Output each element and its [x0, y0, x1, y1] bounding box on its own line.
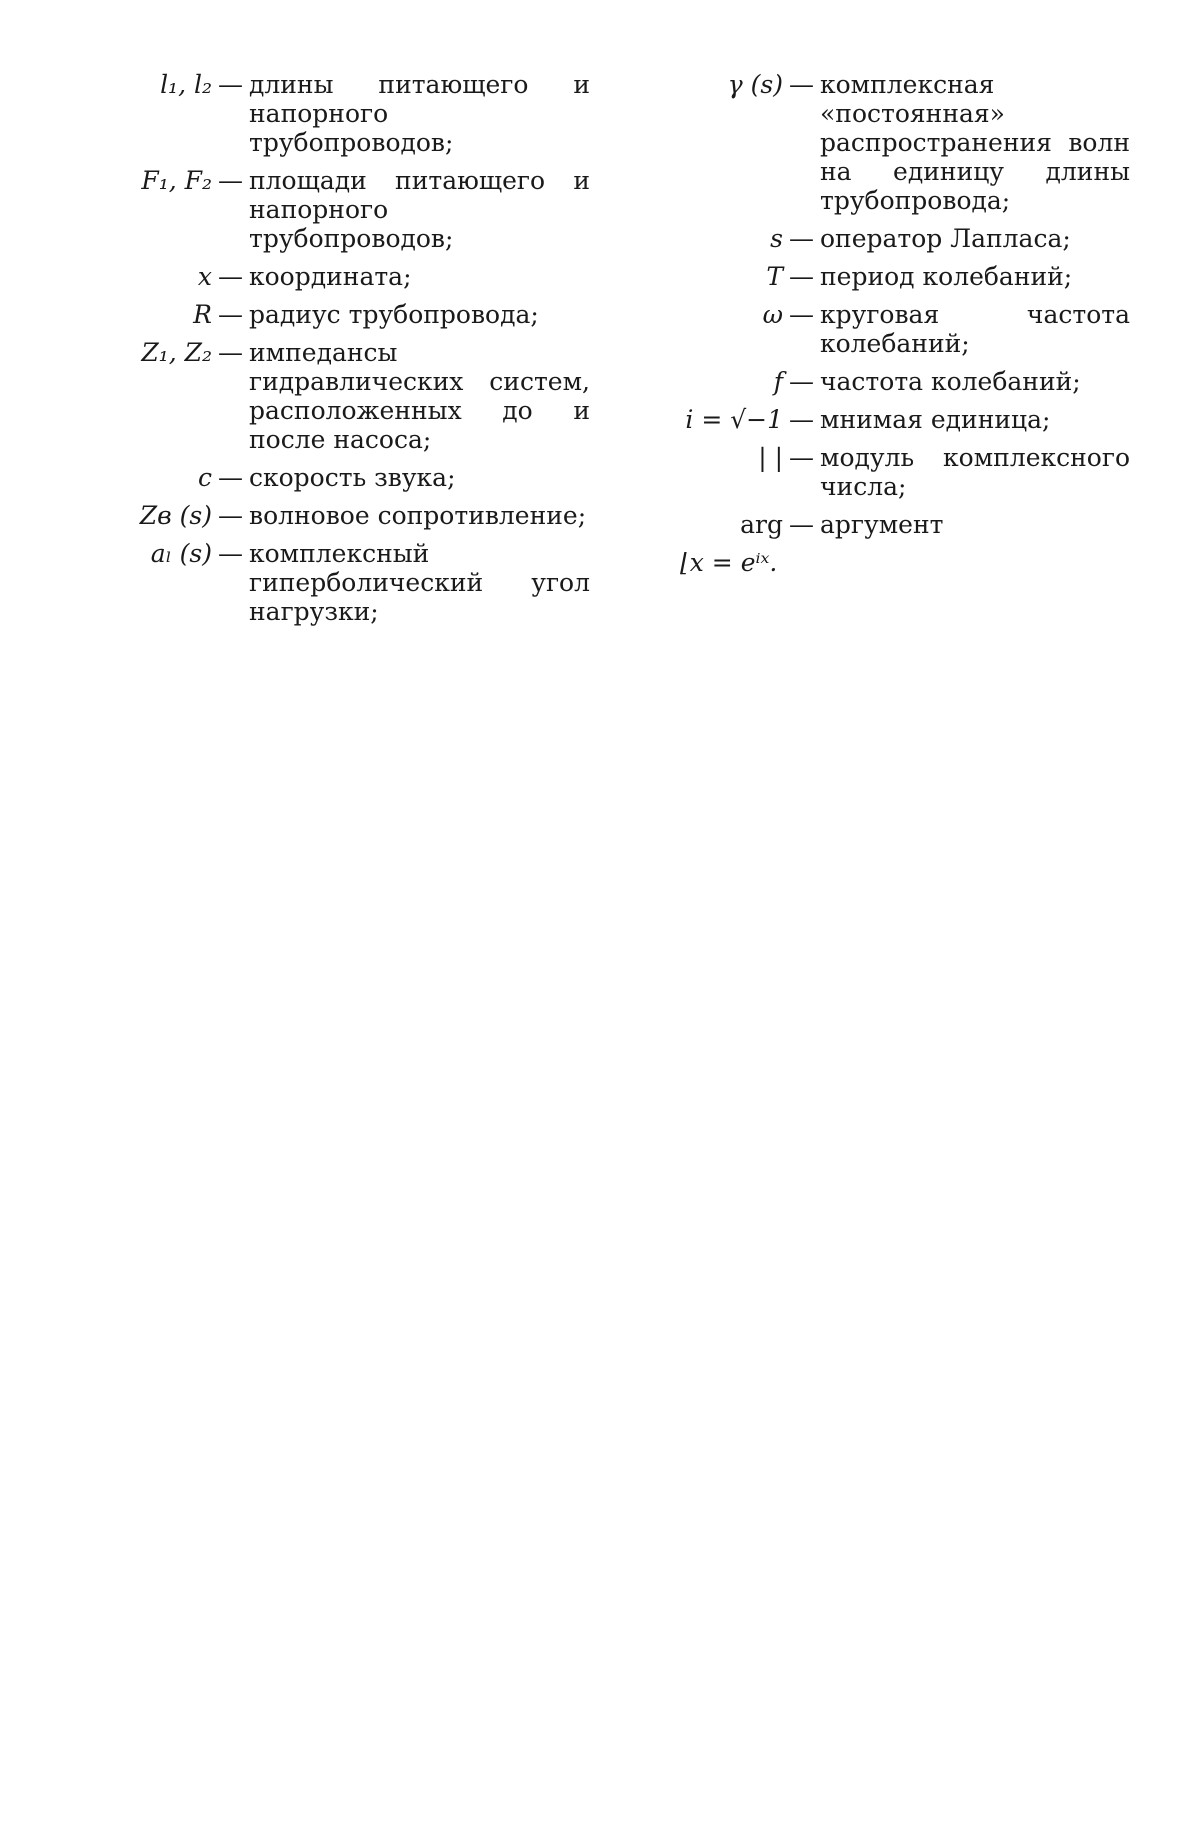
- notation-entry: Zв (s) — волновое сопротивление;: [100, 501, 590, 530]
- notation-definition: комплексная «постоянная» распространения волн на единицу длины трубопровода;: [820, 70, 1130, 215]
- notation-entry: F₁, F₂ — площади питающего и напорного трубопроводов;: [100, 166, 590, 253]
- notation-definition: комплексный гиперболический угол нагрузки;: [249, 539, 590, 626]
- notation-definition: аргумент: [820, 510, 944, 539]
- left-column: [100, 70, 590, 635]
- notation-entry: i = √−1 — мнимая единица;: [680, 405, 1130, 434]
- notation-symbol: ω: [762, 300, 783, 329]
- notation-symbol: i = √−1: [685, 405, 783, 434]
- notation-entry: x — координата;: [100, 262, 590, 291]
- notation-symbol: F₁, F₂: [141, 166, 212, 195]
- notation-entry: | | — модуль комплексного числа;: [680, 443, 1130, 501]
- notation-symbol: s: [770, 224, 783, 253]
- notation-definition: площади питающего и напорного трубопроводов;: [249, 166, 590, 253]
- notation-symbol: R: [193, 300, 212, 329]
- notation-entry: arg — аргумент: [680, 510, 1130, 539]
- notation-symbol: l₁, l₂: [160, 70, 212, 99]
- notation-entry: f — частота колебаний;: [680, 367, 1130, 396]
- notation-symbol: f: [773, 367, 783, 396]
- notation-definition: радиус трубопровода;: [249, 300, 539, 329]
- notation-symbol: c: [197, 463, 212, 492]
- right-column: [680, 70, 1130, 586]
- notation-definition: оператор Лапласа;: [820, 224, 1071, 253]
- notation-definition: скорость звука;: [249, 463, 456, 492]
- notation-definition: период колебаний;: [820, 262, 1073, 291]
- notation-definition: круговая частота колебаний;: [820, 300, 1130, 358]
- notation-entry: aₗ (s) — комплексный гиперболический угол нагрузки;: [100, 539, 590, 626]
- notation-symbol: aₗ (s): [150, 539, 212, 568]
- notation-symbol: | |: [758, 443, 783, 472]
- notation-entry: l₁, l₂ — длины питающего и напорного трубопроводов;: [100, 70, 590, 157]
- notation-definition: мнимая единица;: [820, 405, 1051, 434]
- notation-definition: импедансы гидравлических систем, расположенных до и после насоса;: [249, 338, 590, 454]
- notation-entry: R — радиус трубопровода;: [100, 300, 590, 329]
- notation-definition: длины питающего и напорного трубопроводов;: [249, 70, 590, 157]
- notation-entry: Z₁, Z₂ — импедансы гидравлических систем, расположенных до и после насоса;: [100, 338, 590, 454]
- notation-symbol: Z₁, Z₂: [141, 338, 212, 367]
- notation-symbol: T: [766, 262, 783, 291]
- notation-symbol: x: [197, 262, 212, 291]
- notation-definition: волновое сопротивление;: [249, 501, 587, 530]
- notation-definition: модуль комплексного числа;: [820, 443, 1130, 501]
- notation-entry: γ (s) — комплексная «постоянная» распространения волн на единицу длины трубопровода;: [680, 70, 1130, 215]
- notation-symbol: arg: [740, 510, 783, 539]
- notation-definition: координата;: [249, 262, 412, 291]
- notation-entry: s — оператор Лапласа;: [680, 224, 1130, 253]
- notation-symbol: Zв (s): [139, 501, 212, 530]
- notation-definition: частота колебаний;: [820, 367, 1081, 396]
- notation-entry: T — период колебаний;: [680, 262, 1130, 291]
- formula-line: [680, 548, 1130, 577]
- euler-formula: ⌊x = eⁱˣ.: [680, 548, 778, 577]
- notation-entry: ω — круговая частота колебаний;: [680, 300, 1130, 358]
- notation-symbol: γ (s): [727, 70, 783, 99]
- notation-entry: c — скорость звука;: [100, 463, 590, 492]
